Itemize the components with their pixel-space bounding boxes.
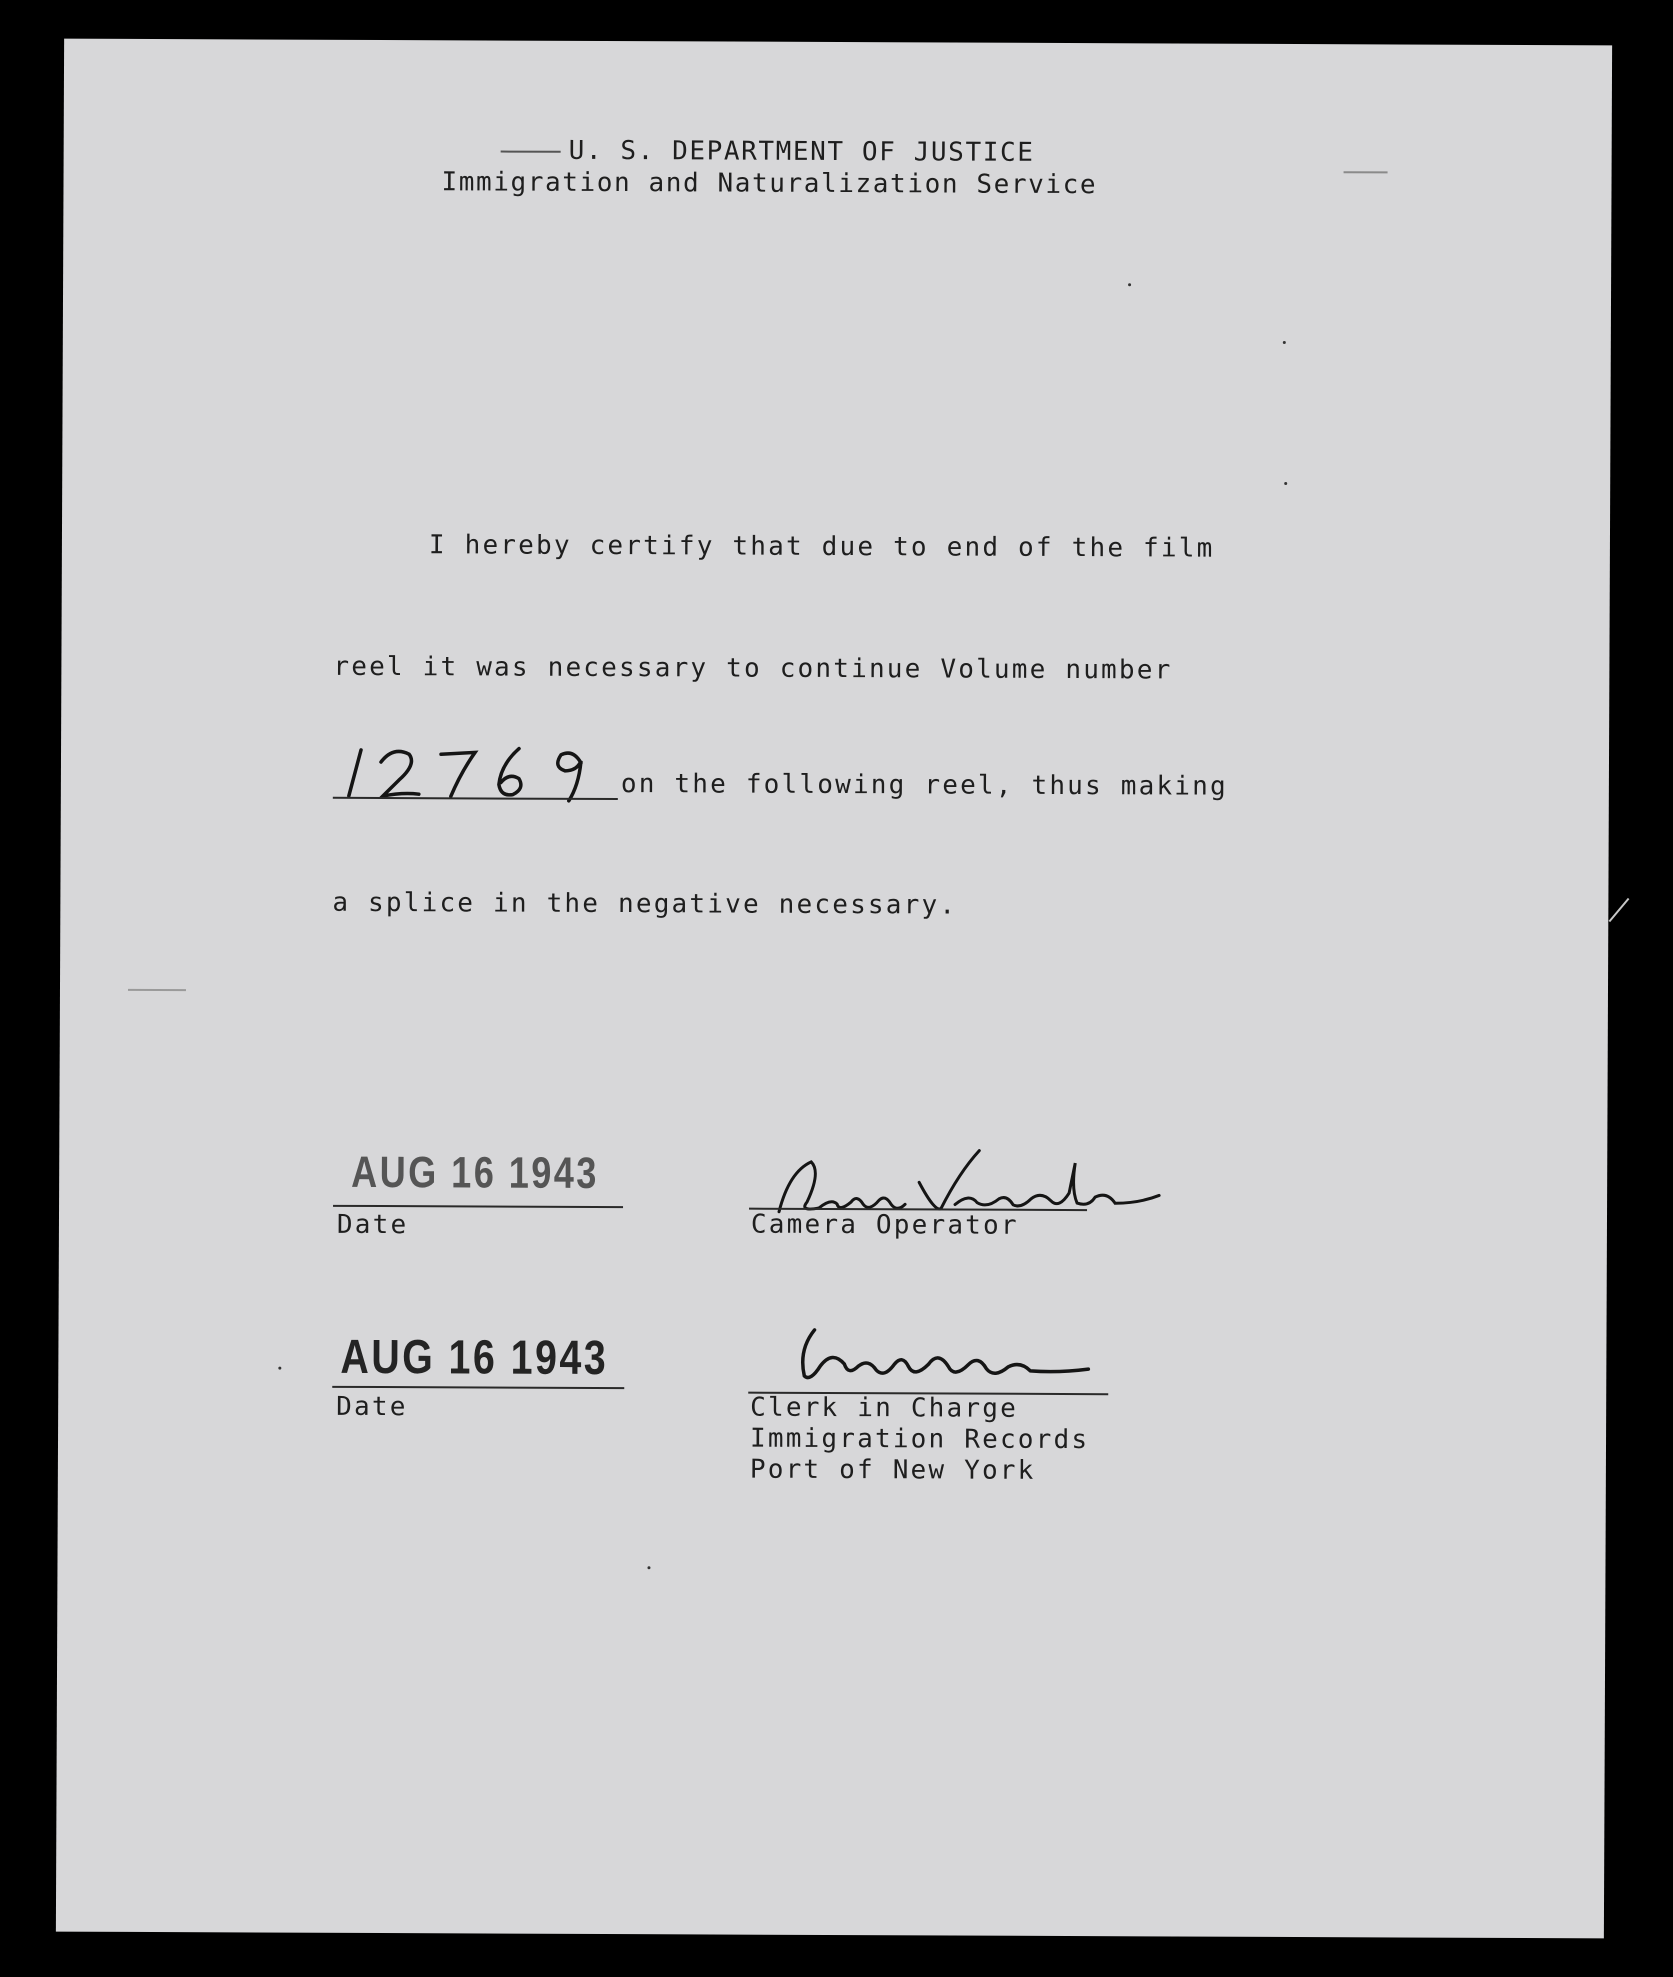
certificate-line-1: I hereby certify that due to end of the film	[428, 530, 1215, 564]
scan-speck	[1283, 341, 1286, 344]
clerk-signature	[758, 1320, 1098, 1391]
letterhead-service: Immigration and Naturalization Service	[441, 167, 1098, 201]
scan-speck	[1128, 283, 1131, 286]
clerk-date-stamp: AUG 16 1943	[340, 1330, 609, 1386]
letterhead-department: U. S. DEPARTMENT OF JUSTICE	[568, 135, 1035, 168]
volume-number-handwriting	[333, 740, 623, 805]
scan-speck	[278, 1367, 281, 1370]
camera-date-label: Date	[336, 1209, 409, 1241]
clerk-title-line-3: Port of New York	[749, 1454, 1036, 1486]
clerk-date-label: Date	[336, 1391, 408, 1423]
camera-operator-signature-text: Anna Varada	[759, 1141, 766, 1143]
edge-scratch	[1609, 898, 1630, 922]
volume-number-text	[333, 740, 334, 741]
scan-mark	[1344, 171, 1388, 173]
volume-number-field	[333, 740, 623, 801]
clerk-date-line	[332, 1386, 624, 1389]
clerk-title-line-1: Clerk in Charge	[750, 1392, 1019, 1424]
clerk-title-line-2: Immigration Records	[749, 1423, 1090, 1456]
camera-date-line	[333, 1205, 623, 1208]
document-page	[56, 39, 1612, 1939]
certificate-line-3: on the following reel, thus making	[620, 769, 1228, 802]
letterhead-smudge	[501, 151, 561, 153]
camera-date-stamp: AUG 16 1943	[351, 1147, 599, 1198]
scan-mark	[128, 989, 186, 991]
certificate-line-4: a splice in the negative necessary.	[332, 887, 958, 921]
scan-speck	[647, 1566, 650, 1569]
certificate-line-2: reel it was necessary to continue Volume number	[333, 651, 1173, 686]
scan-speck	[1284, 482, 1287, 485]
camera-operator-title: Camera Operator	[750, 1209, 1019, 1241]
